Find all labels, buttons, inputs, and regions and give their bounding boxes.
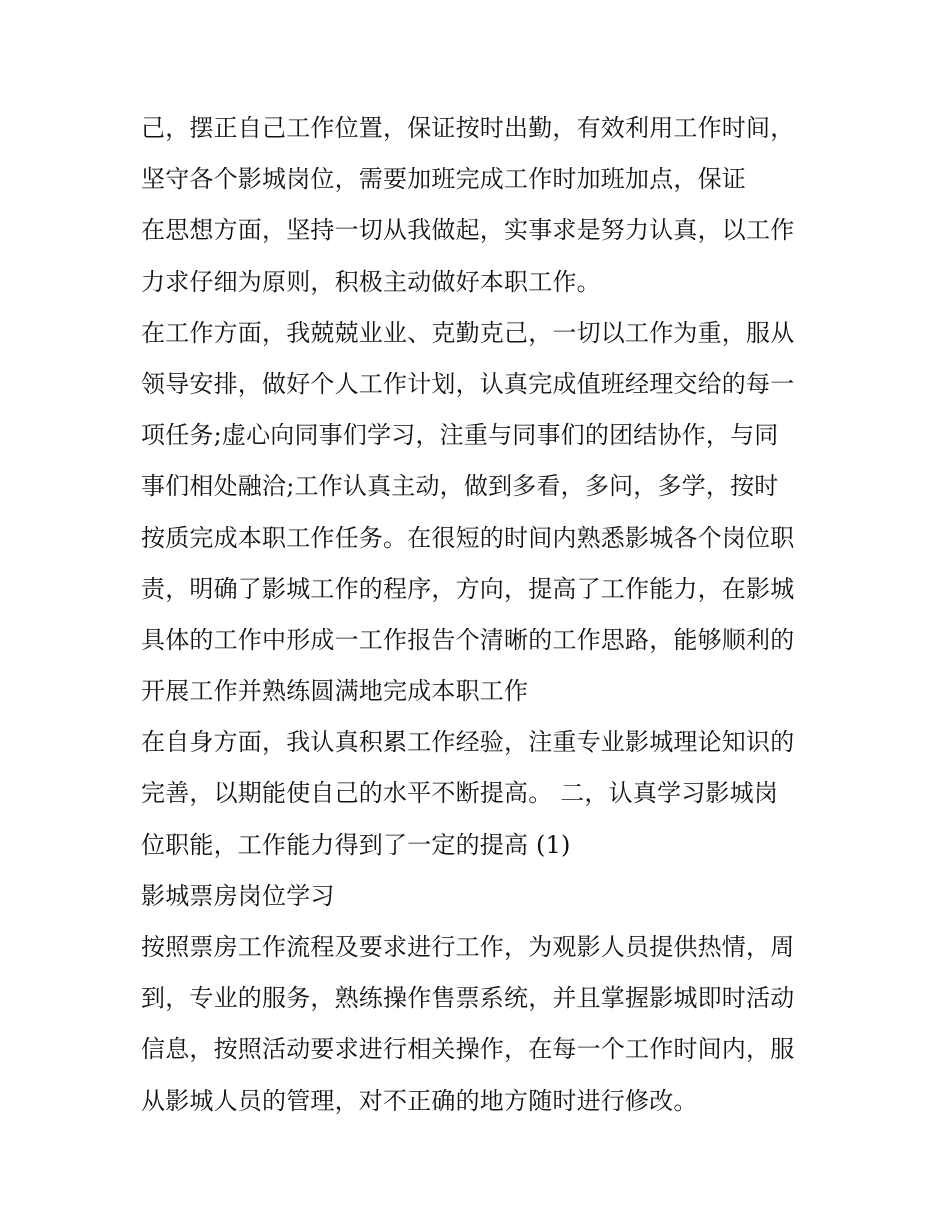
text-line: 按质完成本职工作任务。在很短的时间内熟悉影城各个岗位职 (141, 523, 795, 552)
text-line: 从影城人员的管理，对不正确的地方随时进行修改。 (141, 1086, 698, 1115)
text-line: 项任务;虚心向同事们学习，注重与同事们的团结协作，与同 (141, 421, 779, 450)
text-line: 按照票房工作流程及要求进行工作，为观影人员提供热情，周 (141, 933, 795, 961)
text-line: 力求仔细为原则，积极主动做好本职工作。 (141, 267, 601, 296)
text-line: 到，专业的服务，熟练操作售票系统，并且掌握影城即时活动 (141, 984, 795, 1013)
text-line: 领导安排，做好个人工作计划，认真完成值班经理交给的每一 (141, 369, 795, 398)
text-line: 信息，按照活动要求进行相关操作，在每一个工作时间内，服 (141, 1035, 795, 1064)
text-line: 在自身方面，我认真积累工作经验，注重专业影城理论知识的 (141, 728, 795, 757)
text-line: 具体的工作中形成一工作报告个清晰的工作思路，能够顺利的 (141, 625, 795, 654)
text-line: 开展工作并熟练圆满地完成本职工作 (141, 677, 529, 706)
text-line: 责，明确了影城工作的程序，方向，提高了工作能力，在影城 (141, 574, 795, 603)
text-line: 在工作方面，我兢兢业业、克勤克己，一切以工作为重，服从 (141, 318, 795, 347)
text-line: 完善，以期能使自己的水平不断提高。 二，认真学习影城岗 (141, 779, 779, 808)
body-text (141, 103, 831, 1127)
text-line: 事们相处融洽;工作认真主动，做到多看，多问，多学，按时 (141, 472, 779, 501)
text-line: 坚守各个影城岗位，需要加班完成工作时加班加点，保证 (141, 165, 746, 194)
text-line: 己，摆正自己工作位置，保证按时出勤，有效利用工作时间， (141, 114, 795, 142)
text-line: 在思想方面，坚持一切从我做起，实事求是努力认真，以工作 (141, 216, 795, 245)
section-heading: 影城票房岗位学习 (141, 881, 335, 910)
text-line: 位职能，工作能力得到了一定的提高 (1) (141, 830, 571, 859)
